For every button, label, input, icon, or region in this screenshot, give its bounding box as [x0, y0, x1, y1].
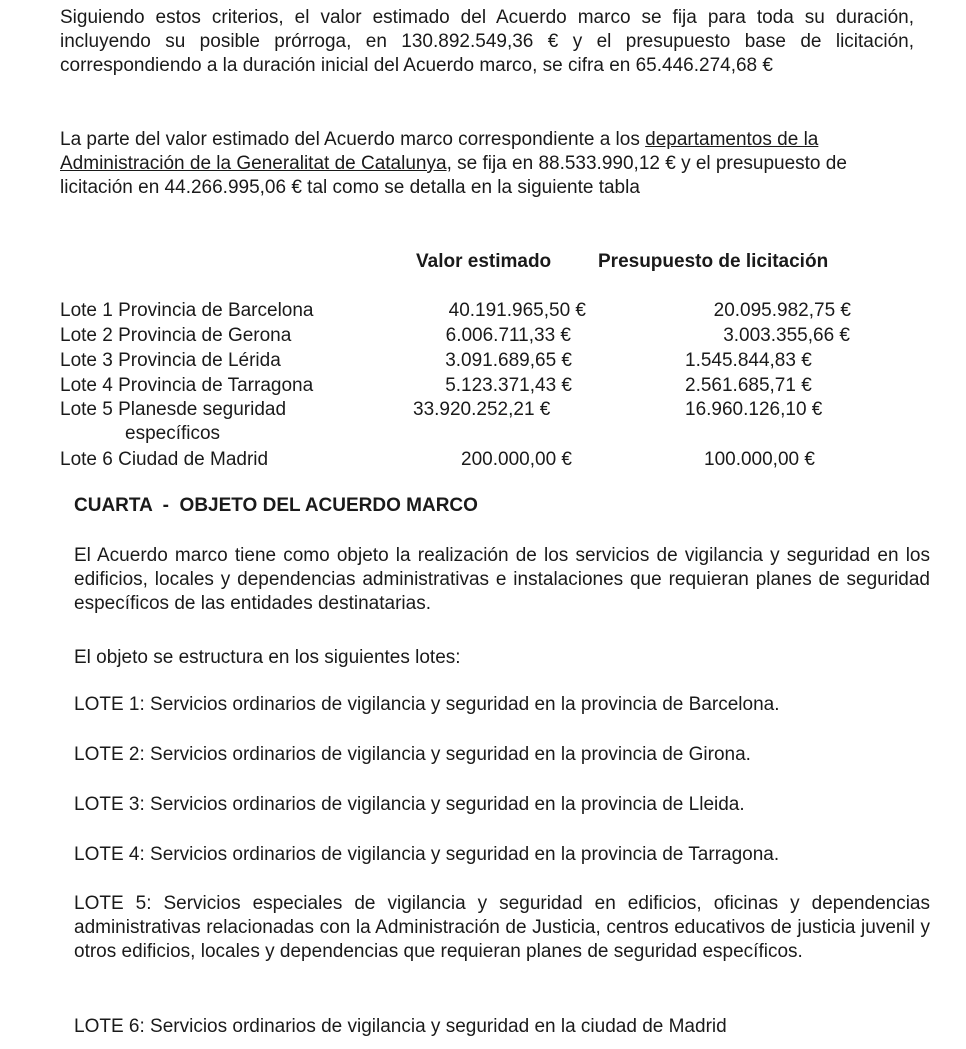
presupuesto-cell: 16.960.126,10 € — [685, 399, 823, 420]
lote-name: Lote 2 Provincia de Gerona — [60, 325, 292, 346]
lote-name: Lote 1 Provincia de Barcelona — [60, 300, 314, 321]
presupuesto-cell: 3.003.355,66 € — [723, 325, 850, 346]
lote-name: Lote 4 Provincia de Tarragona — [60, 375, 314, 396]
lote-name-continued: específicos — [125, 423, 221, 444]
header-valor-estimado: Valor estimado — [416, 251, 552, 272]
lote-name: Lote 5 Planesde seguridad — [60, 399, 287, 420]
section-heading: CUARTA - OBJETO DEL ACUERDO MARCO — [74, 495, 478, 516]
lote-name: Lote 3 Provincia de Lérida — [60, 350, 281, 371]
table-row — [0, 324, 966, 348]
intro-paragraph-2-end: , se fija en 88.533.990,12 € y el presupuesto de licitación en 44.266.995,06 € tal como se detalla en la siguiente tabla — [60, 153, 847, 198]
lote-5-description: LOTE 5: Servicios especiales de vigilancia y seguridad en edificios, oficinas y dependencias administrativas relacionadas con la Administración de Justicia, centros educativos de justicia juvenil y otros edificios, locales y dependencias que requieran planes de seguridad específicos. — [74, 893, 930, 962]
presupuesto-cell: 2.561.685,71 € — [685, 375, 812, 396]
lote-1-description: LOTE 1: Servicios ordinarios de vigilancia y seguridad en la provincia de Barcelona. — [74, 694, 780, 715]
header-presupuesto: Presupuesto de licitación — [598, 251, 829, 272]
lote-2-description: LOTE 2: Servicios ordinarios de vigilancia y seguridad en la provincia de Girona. — [74, 744, 751, 765]
valor-estimado-cell: 40.191.965,50 € — [448, 300, 586, 321]
lote-3-description: LOTE 3: Servicios ordinarios de vigilancia y seguridad en la provincia de Lleida. — [74, 794, 745, 815]
intro-paragraph-2-start: La parte del valor estimado del Acuerdo marco correspondiente a los — [60, 129, 646, 150]
lote-name: Lote 6 Ciudad de Madrid — [60, 449, 269, 470]
valor-estimado-cell: 5.123.371,43 € — [445, 375, 572, 396]
presupuesto-cell: 100.000,00 € — [704, 449, 815, 470]
lote-6-description: LOTE 6: Servicios ordinarios de vigilancia y seguridad en la ciudad de Madrid — [74, 1016, 727, 1037]
departamentos-link-text: departamentos de la Administración de la Generalitat de Catalunya — [60, 129, 819, 174]
intro-paragraph-1: Siguiendo estos criterios, el valor estimado del Acuerdo marco se fija para toda su duración, incluyendo su posible prórroga, en 130.892.549,36 € y el presupuesto base de licitación, correspondiendo a la duración inicial del Acuerdo marco, se cifra en 65.446.274,68 € — [60, 7, 914, 76]
intro-paragraph-2 — [60, 128, 914, 200]
table-row — [0, 374, 966, 398]
section-paragraph-1: El Acuerdo marco tiene como objeto la realización de los servicios de vigilancia y seguridad en los edificios, locales y dependencias administrativas e instalaciones que requieran planes de seguridad específicos de las entidades destinatarias. — [74, 545, 930, 614]
valor-estimado-cell: 200.000,00 € — [461, 449, 572, 470]
presupuesto-cell: 1.545.844,83 € — [685, 350, 812, 371]
presupuesto-cell: 20.095.982,75 € — [713, 300, 851, 321]
valor-estimado-cell: 6.006.711,33 € — [445, 325, 571, 346]
table-row — [0, 299, 966, 323]
lote-4-description: LOTE 4: Servicios ordinarios de vigilancia y seguridad en la provincia de Tarragona. — [74, 844, 780, 865]
section-paragraph-2: El objeto se estructura en los siguientes lotes: — [74, 647, 461, 668]
table-row — [0, 398, 966, 444]
table-row — [0, 349, 966, 373]
table-row — [0, 448, 966, 472]
valor-estimado-cell: 33.920.252,21 € — [413, 399, 551, 420]
valor-estimado-cell: 3.091.689,65 € — [445, 350, 572, 371]
